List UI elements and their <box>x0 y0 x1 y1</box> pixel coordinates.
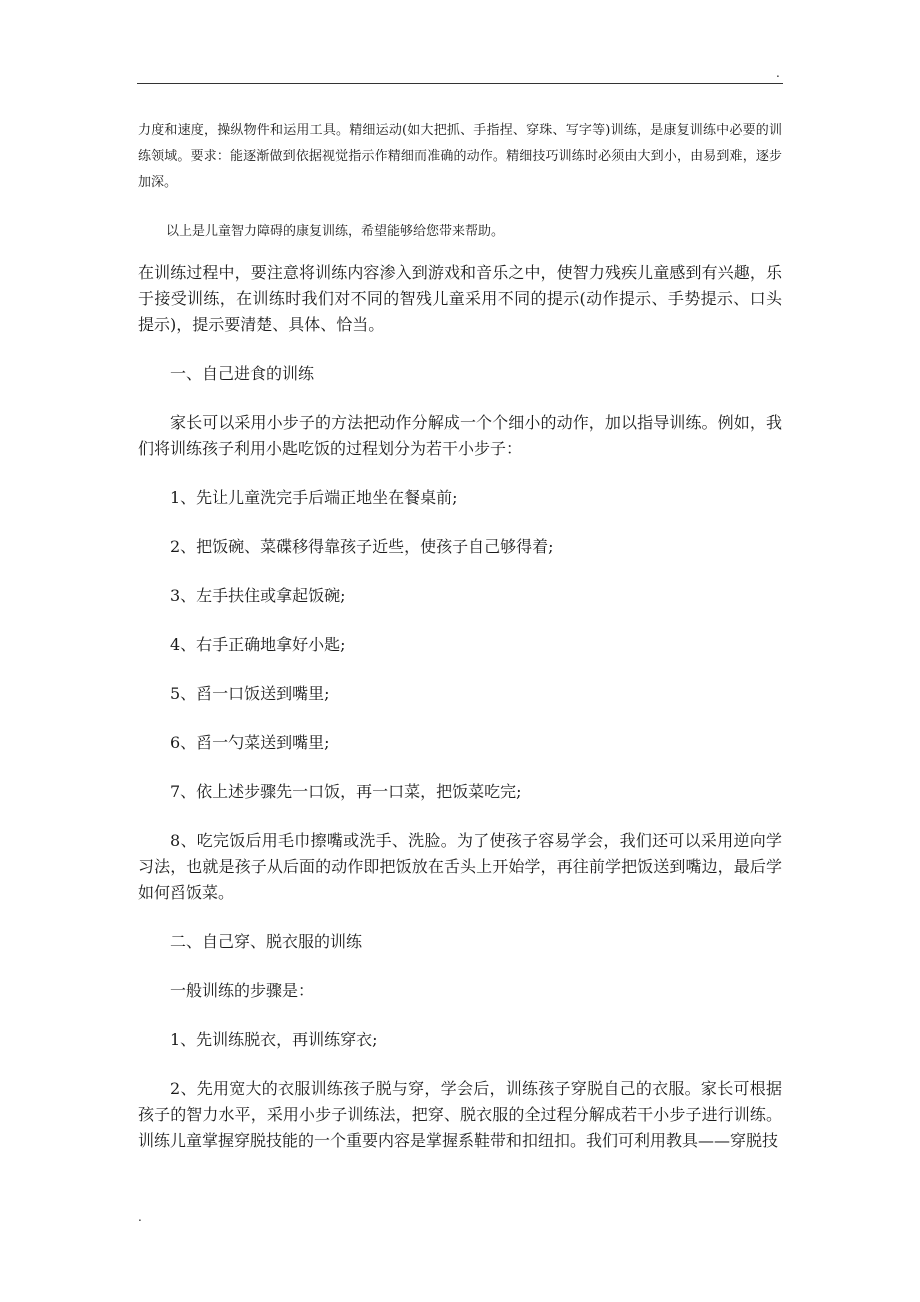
list-item: 3、左手扶住或拿起饭碗; <box>170 586 346 605</box>
list-item: 2、把饭碗、菜碟移得靠孩子近些，使孩子自己够得着; <box>170 537 554 556</box>
header-rule <box>137 83 783 84</box>
header-mark: . <box>776 66 780 80</box>
paragraph-fine-motor: 力度和速度，操纵物件和运用工具。精细运动(如大把抓、手指捏、穿珠、写字等)训练，是康复训练中必要的训练领域。要求：能逐渐做到依据视觉指示作精细而准确的动作。精细技巧训练时必须由大到小，由易到难，逐步加深。 <box>138 123 782 190</box>
list-item: 4、右手正确地拿好小匙; <box>170 635 346 654</box>
list-item: 6、舀一勺菜送到嘴里; <box>170 733 330 752</box>
document-body <box>138 118 782 1154</box>
list-item: 7、依上述步骤先一口饭，再一口菜，把饭菜吃完; <box>170 782 522 801</box>
list-item: 5、舀一口饭送到嘴里; <box>170 684 330 703</box>
paragraph-dressing-intro: 一般训练的步骤是： <box>170 981 315 1000</box>
section-heading-dressing: 二、自己穿、脱衣服的训练 <box>170 932 363 951</box>
section-heading-feeding: 一、自己进食的训练 <box>170 364 315 383</box>
list-item: 2、先用宽大的衣服训练孩子脱与穿，学会后，训练孩子穿脱自己的衣服。家长可根据孩子的智力水平，采用小步子训练法，把穿、脱衣服的全过程分解成若干小步子进行训练。训练儿童掌握穿脱技能的一个重要内容是掌握系鞋带和扣纽扣。我们可利用教具——穿脱技 <box>138 1079 782 1150</box>
list-item: 1、先训练脱衣，再训练穿衣; <box>170 1030 378 1049</box>
list-item: 1、先让儿童洗完手后端正地坐在餐桌前; <box>170 488 458 507</box>
paragraph-feeding-intro: 家长可以采用小步子的方法把动作分解成一个个细小的动作，加以指导训练。例如，我们将训练孩子利用小匙吃饭的过程划分为若干小步子： <box>138 413 782 458</box>
paragraph-training-process: 在训练过程中，要注意将训练内容渗入到游戏和音乐之中，使智力残疾儿童感到有兴趣，乐于接受训练，在训练时我们对不同的智残儿童采用不同的提示(动作提示、手势提示、口头提示)，提示要清楚、具体、恰当。 <box>138 263 782 334</box>
paragraph-summary: 以上是儿童智力障碍的康复训练，希望能够给您带来帮助。 <box>166 224 505 239</box>
footer-mark: . <box>138 1210 142 1224</box>
list-item: 8、吃完饭后用毛巾擦嘴或洗手、洗脸。为了使孩子容易学会，我们还可以采用逆向学习法，也就是孩子从后面的动作即把饭放在舌头上开始学，再往前学把饭送到嘴边，最后学如何舀饭菜。 <box>138 831 782 902</box>
